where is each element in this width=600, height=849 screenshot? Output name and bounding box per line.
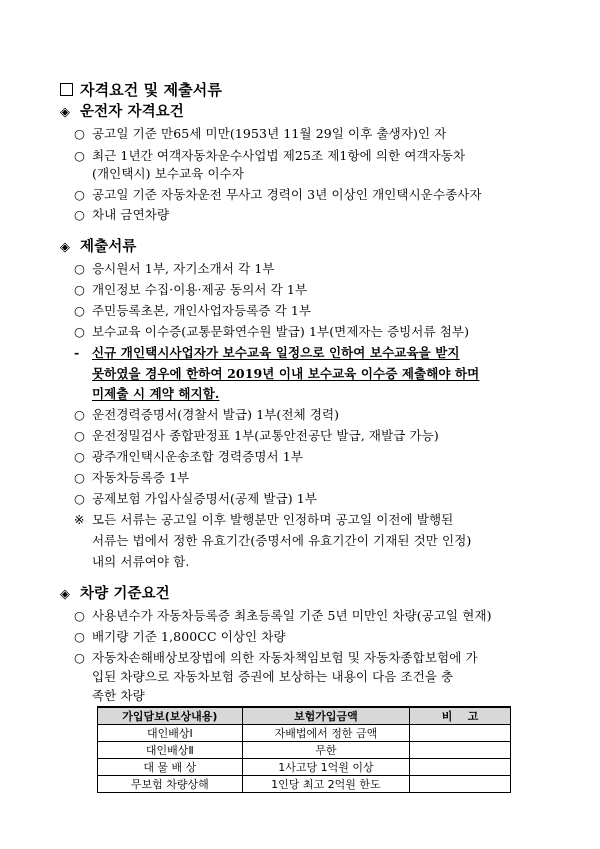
section-title: 자격요건 및 제출서류 [60,82,222,98]
table-cell: 대인배상Ⅰ [98,725,243,742]
docs-item: ○ 응시원서 1부, 자기소개서 각 1부 [74,261,275,276]
docs-note-line: - 신규 개인택시사업자가 보수교육 일정으로 인하여 보수교육을 받지 [74,345,460,360]
driver-item-continued: (개인택시) 보수교육 이수자 [92,166,245,181]
table-row [98,759,511,776]
vehicle-heading: ◈ 차량 기준요건 [60,586,170,602]
docs-item: ○ 운전정밀검사 종합판정표 1부(교통안전공단 발급, 재발급 가능) [74,428,439,443]
table-cell: 무보험 차량상해 [98,776,243,793]
docs-remark-line: 내의 서류여야 함. [92,554,190,569]
table-cell: 1인당 최고 2억원 한도 [242,776,410,793]
docs-item: ○ 개인정보 수집·이용·제공 동의서 각 1부 [74,282,308,297]
vehicle-item: ○ 자동차손해배상보장법에 의한 자동차책임보험 및 자동차종합보험에 가 [74,650,478,665]
vehicle-item: ○ 사용년수가 자동차등록증 최초등록일 기준 5년 미만인 차량(공고일 현재) [74,608,492,623]
table-cell: 1사고당 1억원 이상 [242,759,410,776]
docs-heading: ◈ 제출서류 [60,239,137,255]
diamond-bullet-icon: ◈ [60,105,71,120]
table-cell [410,725,511,742]
docs-item: ○ 광주개인택시운송조합 경력증명서 1부 [74,449,304,464]
table-cell [410,742,511,759]
table-cell [410,776,511,793]
docs-item: ○ 운전경력증명서(경찰서 발급) 1부(전체 경력) [74,407,340,422]
docs-item: ○ 공제보험 가입사실증명서(공제 발급) 1부 [74,491,318,506]
docs-item: ○ 보수교육 이수증(교통문화연수원 발급) 1부(면제자는 증빙서류 첨부) [74,324,470,339]
insurance-table [97,706,511,793]
column-header: 가입담보(보상내용) [98,707,243,725]
circle-bullet-icon: ○ [74,261,86,276]
docs-item: ○ 주민등록초본, 개인사업자등록증 각 1부 [74,303,312,318]
table-cell: 대 물 배 상 [98,759,243,776]
table-cell: 자배법에서 정한 금액 [242,725,410,742]
table-row [98,725,511,742]
driver-item: ○ 최근 1년간 여객자동차운수사업법 제25조 제1항에 의한 여객자동차 [74,148,466,163]
driver-item: ○ 공고일 기준 자동차운전 무사고 경력이 3년 이상인 개인택시운수종사자 [74,187,482,202]
circle-bullet-icon: ○ [74,303,86,318]
diamond-bullet-icon: ◈ [60,587,71,602]
diamond-bullet-icon: ◈ [60,240,71,255]
circle-bullet-icon: ○ [74,608,86,623]
driver-item: ○ 차내 금연차량 [74,207,170,222]
docs-note-line: 미제출 시 계약 해지함. [92,386,220,401]
vehicle-item-continued: 입된 차량으로 자동차보험 증권에 보상하는 내용이 다음 조건을 충 [92,669,454,684]
vehicle-item-continued: 족한 차량 [92,688,145,703]
circle-bullet-icon: ○ [74,407,86,422]
docs-item: ○ 자동차등록증 1부 [74,470,190,485]
circle-bullet-icon: ○ [74,629,86,644]
table-header-row [98,707,511,725]
circle-bullet-icon: ○ [74,650,86,665]
driver-item: ○ 공고일 기준 만65세 미만(1953년 11월 29일 이후 출생자)인 자 [74,126,447,141]
circle-bullet-icon: ○ [74,324,86,339]
circle-bullet-icon: ○ [74,491,86,506]
docs-remark-line: 서류는 법에서 정한 유효기간(증명서에 유효기간이 기재된 것만 인정) [92,533,472,548]
circle-bullet-icon: ○ [74,470,86,485]
table-cell: 무한 [242,742,410,759]
column-header: 보험가입금액 [242,707,410,725]
vehicle-item: ○ 배기량 기준 1,800CC 이상인 차량 [74,629,286,644]
table-row [98,776,511,793]
checkbox-square-icon [60,83,73,96]
table-cell [410,759,511,776]
circle-bullet-icon: ○ [74,428,86,443]
circle-bullet-icon: ○ [74,282,86,297]
circle-bullet-icon: ○ [74,126,86,141]
table-cell: 대인배상Ⅱ [98,742,243,759]
circle-bullet-icon: ○ [74,187,86,202]
column-header: 비 고 [410,707,511,725]
circle-bullet-icon: ○ [74,207,86,222]
table-row [98,742,511,759]
circle-bullet-icon: ○ [74,148,86,163]
docs-note-line: 못하였을 경우에 한하여 2019년 이내 보수교육 이수증 제출해야 하며 [92,366,480,381]
docs-remark: ※ 모든 서류는 공고일 이후 발행분만 인정하며 공고일 이전에 발행된 [74,512,454,527]
circle-bullet-icon: ○ [74,449,86,464]
driver-heading: ◈ 운전자 자격요건 [60,104,184,120]
